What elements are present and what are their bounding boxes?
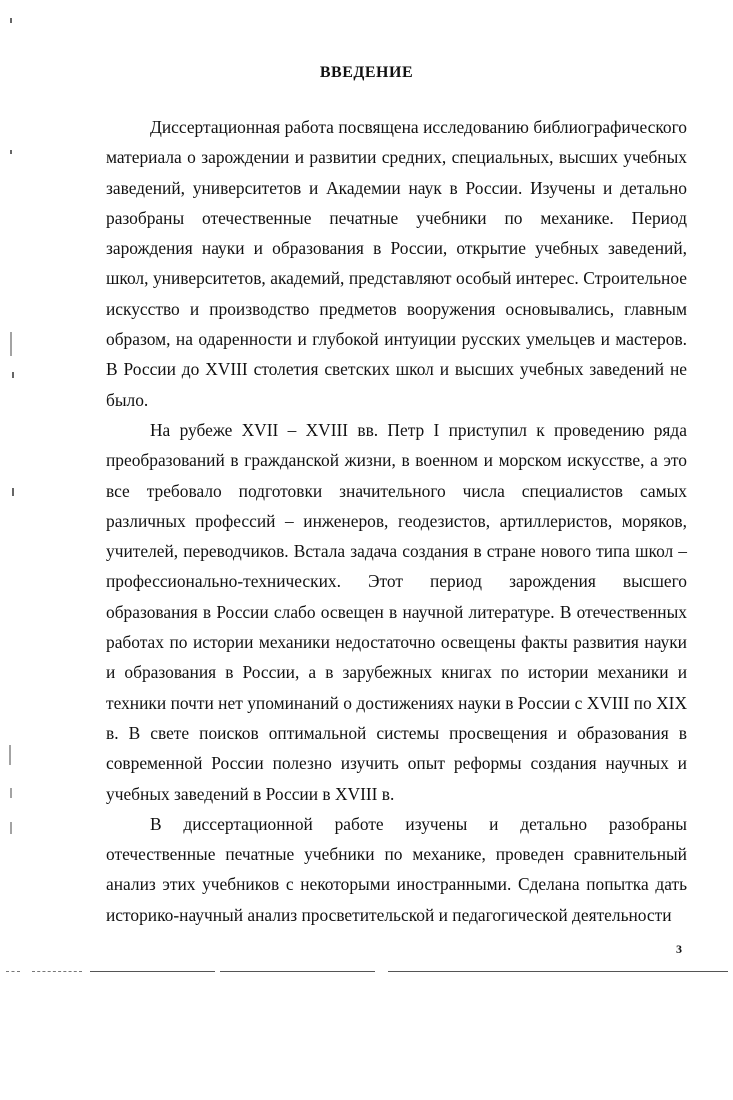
- scan-mark: [10, 822, 12, 834]
- section-title: ВВЕДЕНИЕ: [319, 64, 414, 81]
- footer-rule: [90, 971, 215, 972]
- scan-mark: [12, 488, 14, 496]
- scan-mark: [10, 150, 12, 154]
- scan-mark: [10, 788, 12, 798]
- footer-rule: [388, 971, 728, 972]
- page-number: 3: [676, 942, 682, 956]
- body-text: [106, 112, 687, 930]
- scan-mark: [10, 332, 12, 356]
- scan-mark: [10, 18, 12, 23]
- paragraph: Диссертационная работа посвящена исследованию библиографического материала о зарождении и развитии средних, специальных, высших учебных заведений, университетов и Академии наук в России. Изучены и детально разобраны отечественные печатные учебники по механике. Период зарождения науки и образования в России, открытие учебных заведений, школ, университетов, академий, представляют особый интерес. Строительное искусство и производство предметов вооружения основывались, главным образом, на одаренности и глубокой интуиции русских умельцев и мастеров. В России до XVIII столетия светских школ и высших учебных заведений не было.: [106, 117, 687, 410]
- scan-mark: [12, 372, 14, 378]
- scan-mark: [9, 745, 11, 765]
- paragraph: В диссертационной работе изучены и детально разобраны отечественные печатные учебники по механике, проведен сравнительный анализ этих учебников с некоторыми иностранными. Сделана попытка дать историко-научный анализ просветительской и педагогической деятельности: [106, 813, 687, 925]
- footer-rule: [32, 971, 82, 972]
- footer-rule: [220, 971, 375, 972]
- paragraph: На рубеже XVII – XVIII вв. Петр I приступил к проведению ряда преобразований в гражданской жизни, в военном и морском искусстве, а это все требовало подготовки значительного числа специалистов самых различных профессий – инженеров, геодезистов, артиллеристов, моряков, учителей, переводчиков. Встала задача создания в стране нового типа школ – профессионально-технических. Этот период зарождения высшего образования в России слабо освещен в научной литературе. В отечественных работах по истории механики недостаточно освещены факты развития науки и образования в России, а в зарубежных книгах по истории механики и техники почти нет упоминаний о достижениях науки в России с XVIII по XIX в. В свете поисков оптимальной системы просвещения и образования в современной России полезно изучить опыт реформы создания научных и учебных заведений в России в XVIII в.: [106, 419, 687, 804]
- footer-rule: [6, 971, 20, 972]
